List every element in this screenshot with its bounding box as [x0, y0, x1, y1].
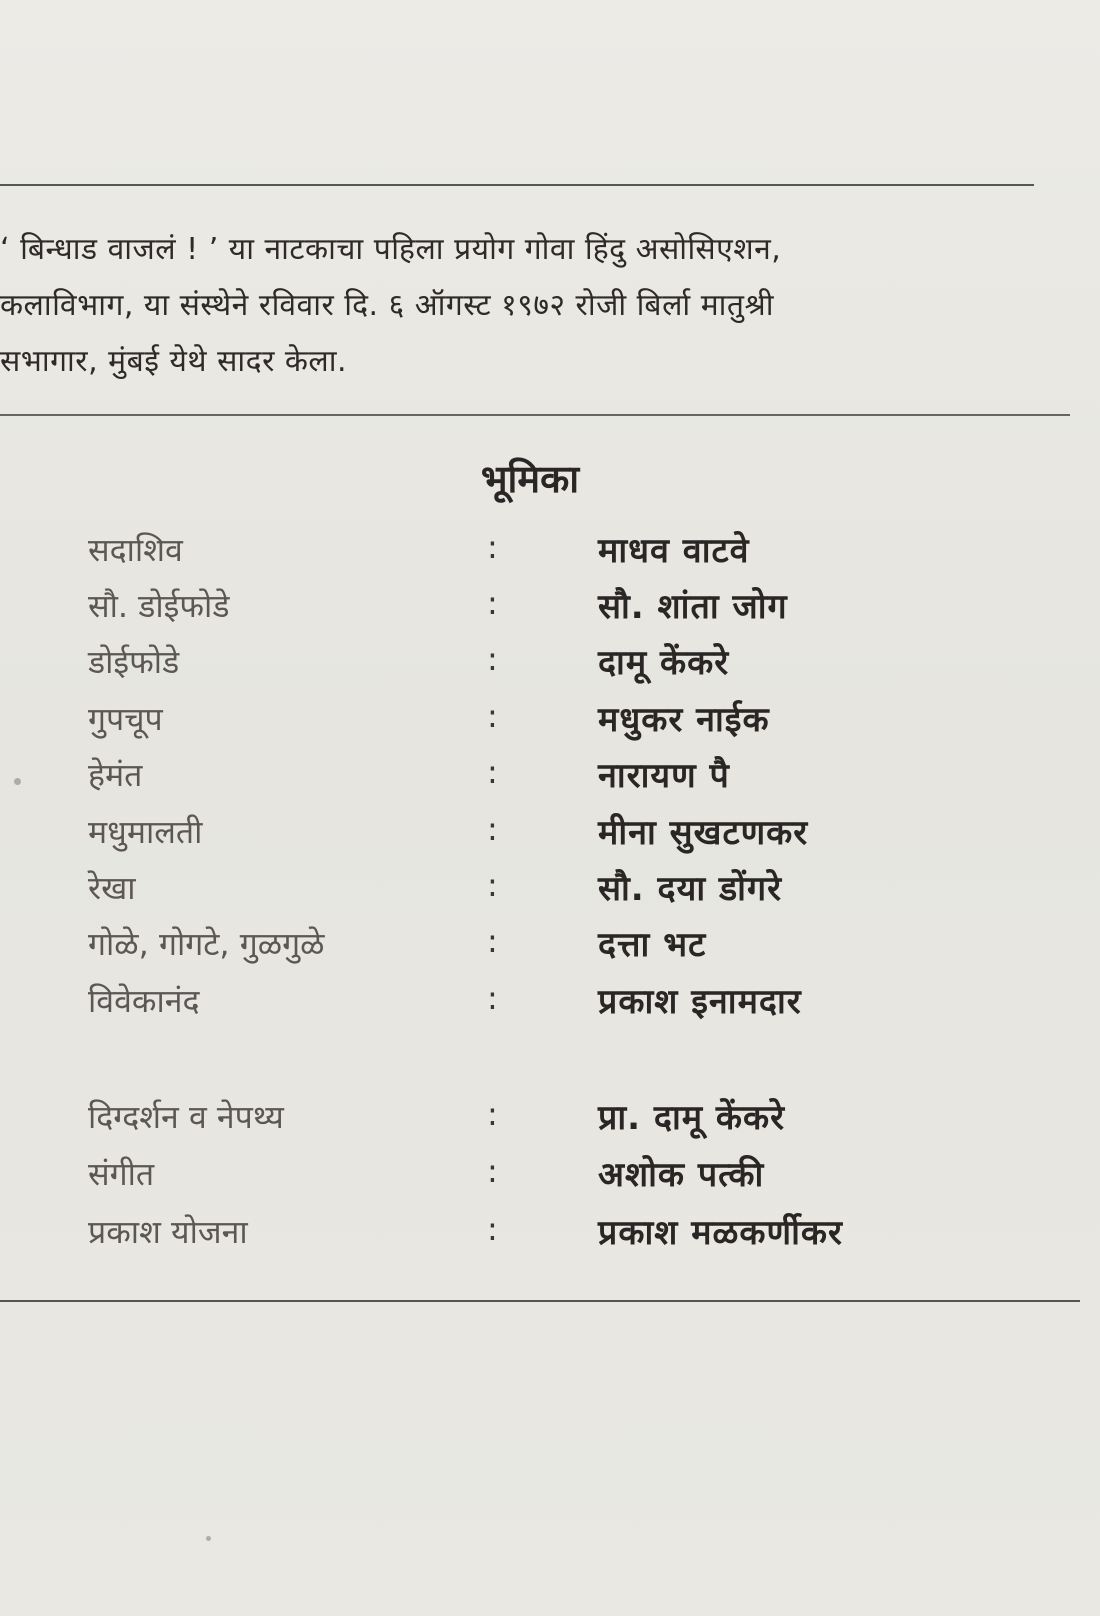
separator: : — [487, 584, 498, 622]
cast-role: डोईफोडे — [88, 643, 180, 681]
cast-role: सौ. डोईफोडे — [88, 587, 230, 625]
cast-row — [0, 979, 1100, 1031]
cast-name: सौ. दया डोंगरे — [598, 869, 783, 909]
separator: : — [487, 697, 498, 735]
intro-line-1: ‘ बिन्धाड वाजलं ! ’ या नाटकाचा पहिला प्रयोग गोवा हिंदु असोसिएशन, — [0, 232, 782, 267]
crew-row — [0, 1210, 1100, 1262]
separator: : — [487, 640, 498, 678]
cast-name: नारायण पै — [598, 756, 730, 796]
separator: : — [487, 810, 498, 848]
middle-divider — [0, 414, 1070, 416]
paper-speck — [206, 1536, 211, 1541]
cast-name: मधुकर नाईक — [598, 700, 770, 740]
cast-role: गुपचूप — [88, 700, 163, 738]
cast-row — [0, 640, 1100, 692]
cast-name: मीना सुखटणकर — [598, 813, 809, 853]
cast-row — [0, 810, 1100, 862]
cast-name: माधव वाटवे — [598, 531, 750, 571]
cast-row — [0, 753, 1100, 805]
crew-name: प्रा. दामू केंकरे — [598, 1098, 786, 1138]
paper-speck — [14, 778, 21, 785]
cast-role: सदाशिव — [88, 531, 183, 569]
cast-name: सौ. शांता जोग — [598, 587, 788, 627]
intro-paragraph — [0, 222, 1075, 390]
cast-row — [0, 697, 1100, 749]
intro-line-3: सभागार, मुंबई येथे सादर केला. — [0, 344, 348, 379]
cast-row — [0, 922, 1100, 974]
intro-line-2: कलाविभाग, या संस्थेने रविवार दि. ६ ऑगस्ट १९७२ रोजी बिर्ला मातुश्री — [0, 288, 775, 323]
top-divider — [0, 184, 1034, 186]
bottom-divider — [0, 1300, 1080, 1302]
cast-name: प्रकाश इनामदार — [598, 982, 802, 1022]
crew-name: अशोक पत्की — [598, 1155, 765, 1195]
cast-role: विवेकानंद — [88, 982, 200, 1020]
cast-name: दामू केंकरे — [598, 643, 730, 683]
cast-role: मधुमालती — [88, 813, 203, 851]
separator: : — [487, 1210, 498, 1248]
separator: : — [487, 1095, 498, 1133]
separator: : — [487, 753, 498, 791]
crew-role: प्रकाश योजना — [88, 1213, 248, 1251]
separator: : — [487, 979, 498, 1017]
crew-name: प्रकाश मळकर्णीकर — [598, 1213, 843, 1253]
cast-row — [0, 584, 1100, 636]
cast-role: गोळे, गोगटे, गुळगुळे — [88, 925, 325, 963]
separator: : — [487, 866, 498, 904]
cast-role: हेमंत — [88, 756, 143, 794]
separator: : — [487, 1152, 498, 1190]
separator: : — [487, 922, 498, 960]
crew-row — [0, 1095, 1100, 1147]
crew-row — [0, 1152, 1100, 1204]
separator: : — [487, 528, 498, 566]
cast-name: दत्ता भट — [598, 925, 707, 965]
cast-role: रेखा — [88, 869, 136, 907]
cast-row — [0, 528, 1100, 580]
crew-role: दिग्दर्शन व नेपथ्य — [88, 1098, 284, 1136]
section-title: भूमिका — [480, 457, 580, 501]
crew-role: संगीत — [88, 1155, 155, 1193]
cast-row — [0, 866, 1100, 918]
